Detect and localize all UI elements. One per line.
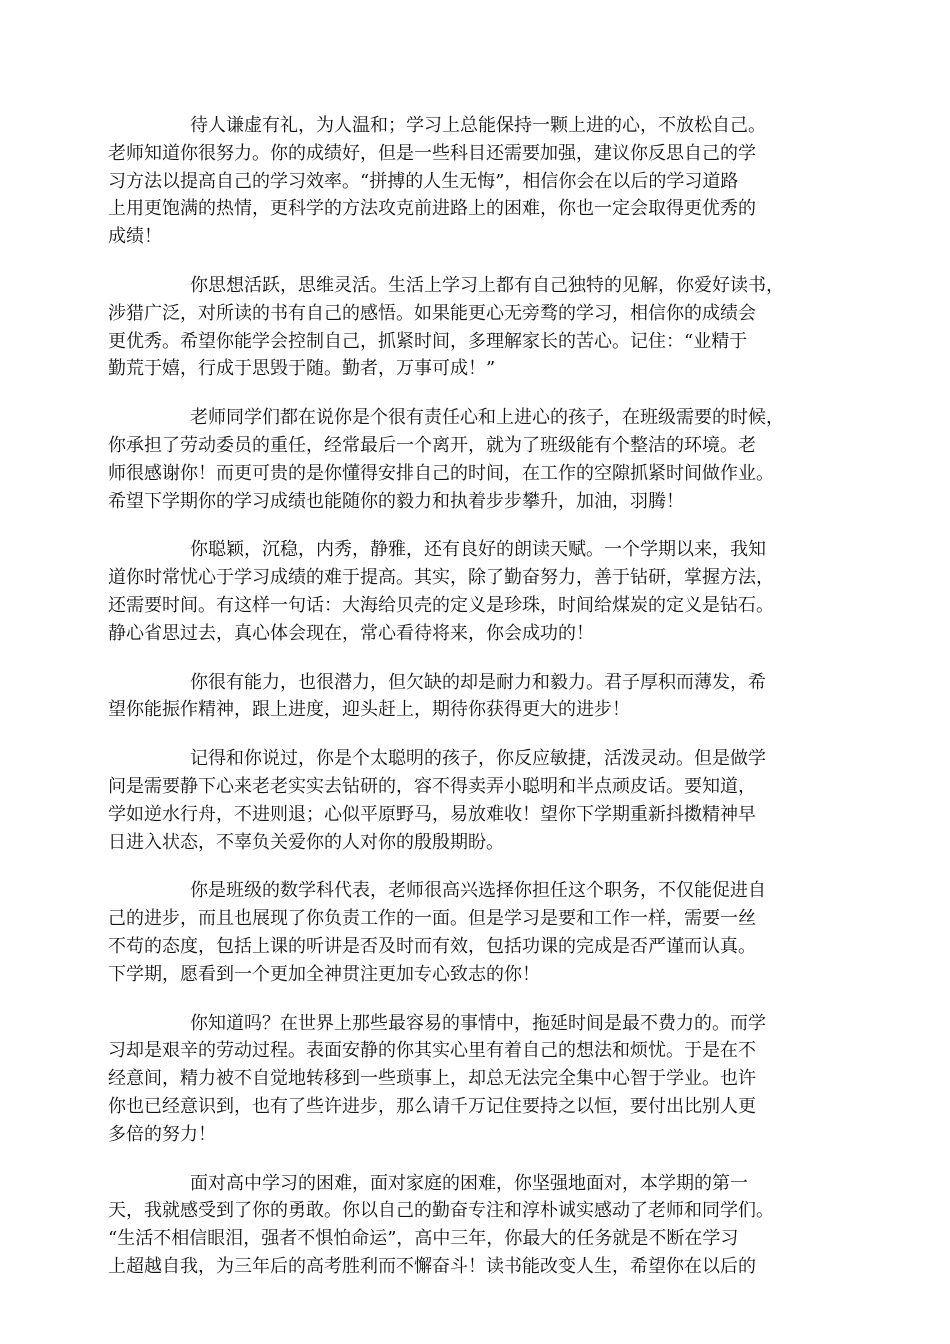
text-line: 成绩！ — [108, 226, 162, 248]
text-line: 经意间，精力被不自觉地转移到一些琐事上，却总无法完全集中心智于学业。也许 — [108, 1068, 756, 1090]
text-line: 你思想活跃，思维灵活。生活上学习上都有自己独特的见解，你爱好读书， — [190, 274, 784, 296]
text-line: 你也已经意识到，也有了些许进步，那么请千万记住要持之以恒，要付出比别人更 — [108, 1095, 756, 1117]
text-line: 多倍的努力！ — [108, 1123, 216, 1145]
text-line: 望你能振作精神，跟上进度，迎头赶上，期待你获得更大的进步！ — [108, 699, 630, 721]
text-line: 待人谦虚有礼，为人温和；学习上总能保持一颗上进的心，不放松自己。 — [190, 115, 766, 136]
text-line: 不苟的态度，包括上课的听讲是否及时而有效，包括功课的完成是否严谨而认真。 — [108, 935, 756, 957]
comment-paragraph — [108, 272, 853, 383]
comment-paragraph — [108, 1170, 853, 1281]
text-line: 静心省思过去，真心体会现在，常心看待将来，你会成功的！ — [108, 622, 594, 644]
text-line: 勤荒于嬉，行成于思毁于随。勤者，万事可成！” — [108, 358, 496, 380]
text-line: 己的进步，而且也展现了你负责工作的一面。但是学习是要和工作一样，需要一丝 — [108, 908, 756, 930]
text-line: 道你时常忧心于学习成绩的难于提高。其实，除了勤奋努力，善于钻研，掌握方法， — [108, 567, 774, 589]
text-line: 上超越自我，为三年后的高考胜利而不懈奋斗！读书能改变人生，希望你在以后的 — [108, 1255, 756, 1277]
text-line: 日进入状态，不辜负关爱你的人对你的殷殷期盼。 — [108, 831, 504, 853]
text-line: 涉猎广泛，对所读的书有自己的感悟。如果能更心无旁骛的学习，相信你的成绩会 — [108, 302, 756, 324]
text-line: 面对高中学习的困难，面对家庭的困难，你坚强地面对，本学期的第一 — [190, 1172, 748, 1194]
text-line: 问是需要静下心来老老实实去钻研的，容不得卖弄小聪明和半点顽皮话。要知道， — [108, 775, 756, 797]
text-line: 你知道吗？在世界上那些最容易的事情中，拖延时间是最不费力的。而学 — [190, 1012, 766, 1034]
document-page — [108, 112, 853, 1302]
comment-paragraph — [108, 112, 853, 251]
text-line: 记得和你说过，你是个太聪明的孩子，你反应敏捷，活泼灵动。但是做学 — [190, 748, 766, 770]
text-line: 习方法以提高自己的学习效率。“拼搏的人生无悔”，相信你会在以后的学习道路 — [108, 170, 739, 192]
text-line: “生活不相信眼泪，强者不惧怕命运”，高中三年，你最大的任务就是不断在学习 — [108, 1228, 739, 1250]
text-line: 你聪颖，沉稳，内秀，静雅，还有良好的朗读天赋。一个学期以来，我知 — [190, 539, 766, 561]
text-line: 希望下学期你的学习成绩也能随你的毅力和执着步步攀升，加油，羽腾！ — [108, 490, 684, 512]
text-line: 更优秀。希望你能学会控制自己，抓紧时间，多理解家长的苦心。记住：“业精于 — [108, 330, 748, 352]
text-line: 老师知道你很努力。你的成绩好，但是一些科目还需要加强，建议你反思自己的学 — [108, 142, 756, 164]
comment-paragraph — [108, 877, 853, 988]
comment-paragraph — [108, 404, 853, 515]
text-line: 你承担了劳动委员的重任，经常最后一个离开，就为了班级能有个整洁的环境。老 — [108, 434, 756, 456]
text-line: 老师同学们都在说你是个很有责任心和上进心的孩子，在班级需要的时候， — [190, 407, 784, 429]
comment-paragraph — [108, 745, 853, 856]
text-line: 下学期，愿看到一个更加全神贯注更加专心致志的你！ — [108, 963, 540, 985]
text-line: 你是班级的数学科代表，老师很高兴选择你担任这个职务，不仅能促进自 — [190, 880, 766, 902]
text-line: 习却是艰辛的劳动过程。表面安静的你其实心里有着自己的想法和烦忧。于是在不 — [108, 1040, 756, 1062]
text-line: 还需要时间。有这样一句话：大海给贝壳的定义是珍珠，时间给煤炭的定义是钻石。 — [108, 594, 774, 616]
comment-paragraph — [108, 536, 853, 647]
comment-paragraph — [108, 669, 853, 725]
text-line: 师很感谢你！而更可贵的是你懂得安排自己的时间，在工作的空隙抓紧时间做作业。 — [108, 462, 774, 484]
text-line: 你很有能力，也很潜力，但欠缺的却是耐力和毅力。君子厚积而薄发，希 — [190, 671, 766, 693]
text-line: 上用更饱满的热情，更科学的方法攻克前进路上的困难，你也一定会取得更优秀的 — [108, 198, 756, 220]
text-line: 天，我就感受到了你的勇敢。你以自己的勤奋专注和淳朴诚实感动了老师和同学们。 — [108, 1200, 774, 1222]
comment-paragraph — [108, 1010, 853, 1149]
text-line: 学如逆水行舟，不进则退；心似平原野马，易放难收！望你下学期重新抖擞精神早 — [108, 803, 756, 825]
